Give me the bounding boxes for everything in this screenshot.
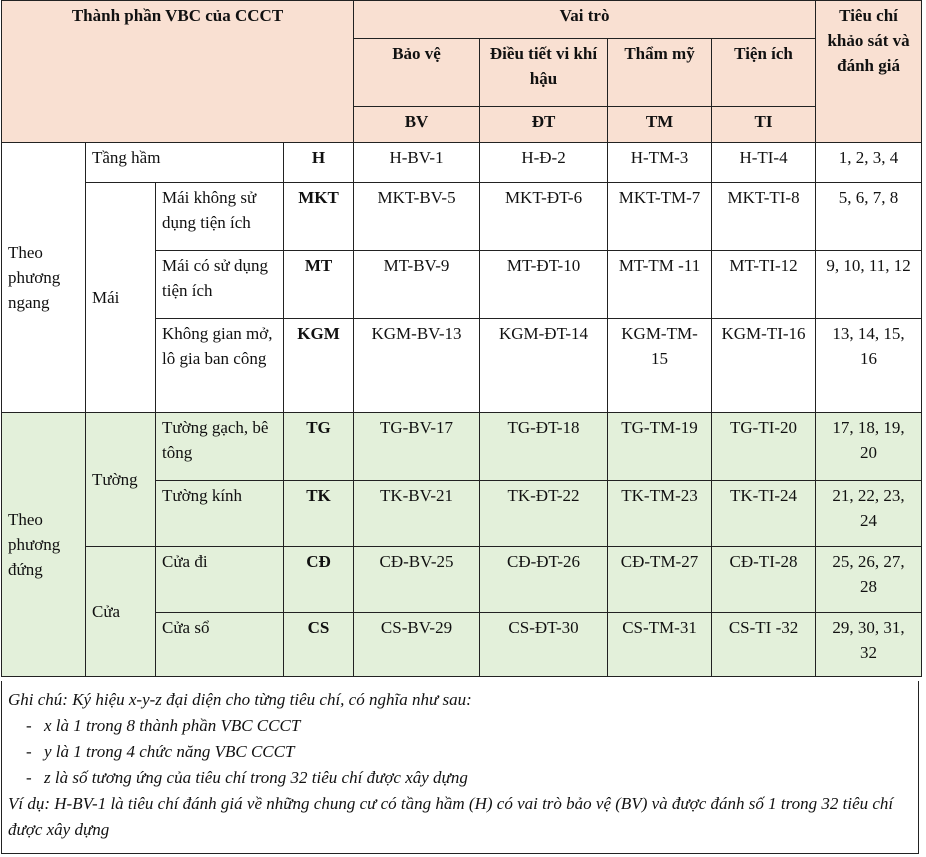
role-code: ĐT [480,107,608,143]
note-intro: Ghi chú: Ký hiệu x-y-z đại diện cho từng tiêu chí, có nghĩa như sau: [8,690,472,709]
component-code: CĐ [284,547,354,613]
criteria-list: 25, 26, 27, 28 [816,547,922,613]
component-name: Không gian mở, lô gia ban công [156,319,284,413]
criterion-cell: KGM-TM-15 [608,319,712,413]
component-name: Tầng hầm [86,143,284,183]
criterion-cell: TG-ĐT-18 [480,413,608,481]
criterion-cell: H-TM-3 [608,143,712,183]
criterion-cell: TK-BV-21 [354,481,480,547]
criterion-cell: CĐ-BV-25 [354,547,480,613]
roles-header: Vai trò [354,1,816,39]
criteria-list: 29, 30, 31, 32 [816,613,922,677]
criterion-cell: TK-TI-24 [712,481,816,547]
component-name: Cửa sổ [156,613,284,677]
criterion-cell: CS-TI -32 [712,613,816,677]
group-vertical: Theo phương đứng [2,413,86,677]
criterion-cell: MT-BV-9 [354,251,480,319]
note-item: - y là 1 trong 4 chức năng VBC CCCT [8,739,912,765]
criteria-list: 1, 2, 3, 4 [816,143,922,183]
role-name: Điều tiết vi khí hậu [480,39,608,107]
criterion-cell: MKT-BV-5 [354,183,480,251]
note-item: - x là 1 trong 8 thành phần VBC CCCT [8,713,912,739]
criterion-cell: TK-TM-23 [608,481,712,547]
criterion-cell: MKT-TI-8 [712,183,816,251]
component-code: TK [284,481,354,547]
component-name: Mái có sử dụng tiện ích [156,251,284,319]
component-code: KGM [284,319,354,413]
criterion-cell: MT-TI-12 [712,251,816,319]
role-name: Bảo vệ [354,39,480,107]
note-example: Ví dụ: H-BV-1 là tiêu chí đánh giá về những chung cư có tầng hầm (H) có vai trò bảo vệ (BV) và được đánh số 1 trong 32 tiêu chí được xây dựng [8,794,894,839]
criteria-list: 9, 10, 11, 12 [816,251,922,319]
criteria-list: 13, 14, 15, 16 [816,319,922,413]
criterion-cell: MKT-TM-7 [608,183,712,251]
table-note [1,681,919,854]
component-code: CS [284,613,354,677]
component-name: Tường kính [156,481,284,547]
group-wall: Tường [86,413,156,547]
component-name: Mái không sử dụng tiện ích [156,183,284,251]
criteria-list: 21, 22, 23, 24 [816,481,922,547]
criterion-cell: H-TI-4 [712,143,816,183]
criterion-cell: KGM-TI-16 [712,319,816,413]
component-code: MKT [284,183,354,251]
criterion-cell: CS-TM-31 [608,613,712,677]
component-name: Tường gạch, bê tông [156,413,284,481]
role-name: Thẩm mỹ [608,39,712,107]
criteria-table [1,0,922,677]
component-header: Thành phần VBC của CCCT [2,1,354,143]
role-code: BV [354,107,480,143]
criterion-cell: MT-ĐT-10 [480,251,608,319]
criterion-cell: MT-TM -11 [608,251,712,319]
criterion-cell: TG-TI-20 [712,413,816,481]
criterion-cell: CĐ-TI-28 [712,547,816,613]
criterion-cell: TG-BV-17 [354,413,480,481]
group-door: Cửa [86,547,156,677]
criterion-cell: H-Đ-2 [480,143,608,183]
criterion-cell: CĐ-TM-27 [608,547,712,613]
role-code: TM [608,107,712,143]
criterion-cell: CS-BV-29 [354,613,480,677]
criterion-cell: TK-ĐT-22 [480,481,608,547]
criteria-list: 17, 18, 19, 20 [816,413,922,481]
criterion-cell: H-BV-1 [354,143,480,183]
criteria-list: 5, 6, 7, 8 [816,183,922,251]
component-code: TG [284,413,354,481]
group-roof: Mái [86,183,156,413]
role-name: Tiện ích [712,39,816,107]
criteria-header: Tiêu chí khảo sát và đánh giá [816,1,922,143]
note-item: - z là số tương ứng của tiêu chí trong 32 tiêu chí được xây dựng [8,765,912,791]
criterion-cell: CS-ĐT-30 [480,613,608,677]
criterion-cell: TG-TM-19 [608,413,712,481]
component-code: MT [284,251,354,319]
criterion-cell: KGM-BV-13 [354,319,480,413]
criterion-cell: KGM-ĐT-14 [480,319,608,413]
group-horizontal: Theo phương ngang [2,143,86,413]
role-code: TI [712,107,816,143]
component-code: H [284,143,354,183]
criterion-cell: CĐ-ĐT-26 [480,547,608,613]
component-name: Cửa đi [156,547,284,613]
criterion-cell: MKT-ĐT-6 [480,183,608,251]
